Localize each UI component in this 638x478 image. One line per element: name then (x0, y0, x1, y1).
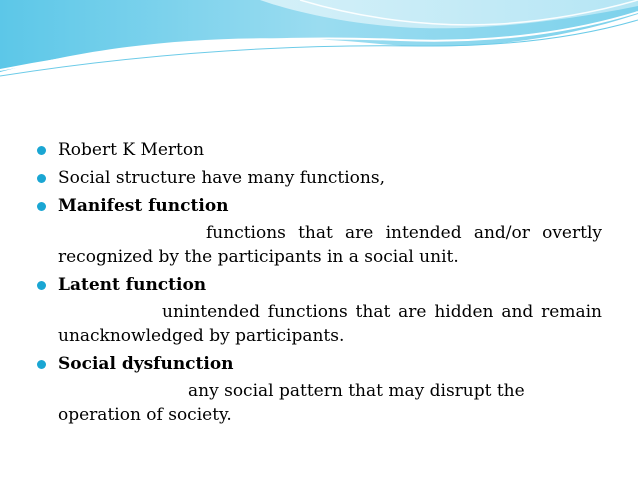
list-item (36, 273, 602, 297)
item-description (58, 300, 602, 348)
item-term: Manifest function (58, 196, 229, 216)
bullet-icon (37, 360, 46, 369)
item-description (58, 379, 602, 427)
bullet-icon (37, 174, 46, 183)
bullet-icon (37, 202, 46, 211)
description-text: unintended functions that are hidden and remain unacknowledged by participants. (58, 302, 602, 346)
item-description (58, 221, 602, 269)
item-term: Latent function (58, 275, 207, 295)
item-term: Social dysfunction (58, 354, 234, 374)
bullet-list (36, 138, 602, 431)
bullet-icon (37, 146, 46, 155)
description-text: any social pattern that may disrupt the operation of society. (58, 381, 525, 425)
list-item (36, 138, 602, 162)
list-item (36, 166, 602, 190)
bullet-icon (37, 281, 46, 290)
item-label: Robert K Merton (58, 140, 205, 160)
header-wave-decoration (0, 0, 638, 90)
description-text: functions that are intended and/or overtly recognized by the participants in a social unit. (58, 223, 602, 267)
list-item (36, 352, 602, 376)
list-item (36, 194, 602, 218)
item-label: Social structure have many functions, (58, 168, 385, 188)
